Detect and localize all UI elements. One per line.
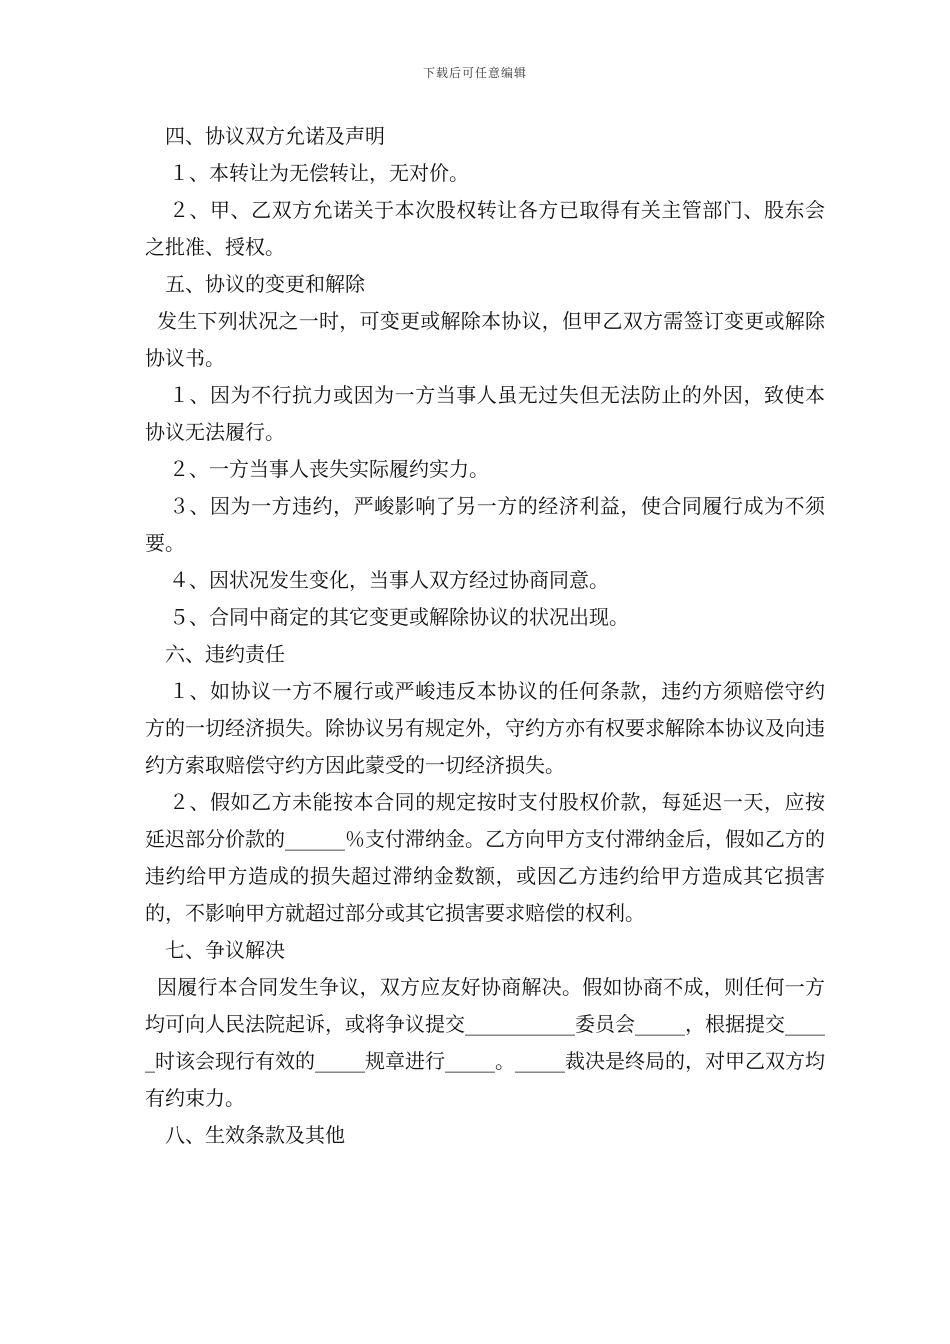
section-heading: 八、生效条款及其他 [165, 1123, 345, 1147]
section-heading: 七、争议解决 [165, 938, 285, 962]
clause-paragraph: ３、因为一方违约，严峻影响了另一方的经济利益，使合同履行成为不须要。 [145, 494, 825, 555]
section-heading: 四、协议双方允诺及声明 [165, 124, 385, 148]
clause-paragraph: ２、假如乙方未能按本合同的规定按时支付股权价款，每延迟一天，应按延迟部分价款的______％支付滞纳金。乙方向甲方支付滞纳金后，假如乙方的违约给甲方造成的损失超过滞纳金数额，或因乙方违约给甲方造成其它损害的，不影响甲方就超过部分或其它损害要求赔偿的权利。 [145, 790, 825, 925]
clause-paragraph: ４、因状况发生变化，当事人双方经过协商同意。 [169, 568, 609, 592]
clause-paragraph: １、因为不行抗力或因为一方当事人虽无过失但无法防止的外因，致使本协议无法履行。 [145, 383, 825, 444]
clause-paragraph: ５、合同中商定的其它变更或解除协议的状况出现。 [169, 605, 629, 629]
page-header: 下载后可任意编辑 [422, 66, 527, 80]
clause-paragraph: １、如协议一方不履行或严峻违反本协议的任何条款，违约方须赔偿守约方的一切经济损失。除协议另有规定外，守约方亦有权要求解除本协议及向违约方索取赔偿守约方因此蒙受的一切经济损失。 [145, 679, 825, 777]
body-paragraph: 发生下列状况之一时，可变更或解除本协议，但甲乙双方需签订变更或解除协议书。 [145, 309, 825, 370]
document-body [145, 118, 825, 1154]
body-paragraph: 因履行本合同发生争议，双方应友好协商解决。假如协商不成，则任何一方均可向人民法院起诉，或将争议提交___________委员会_____，根据提交_____时该会现行有效的_____规章进行_____。_____裁决是终局的，对甲乙双方均有约束力。 [145, 975, 825, 1110]
section-heading: 五、协议的变更和解除 [165, 272, 365, 296]
clause-paragraph: ２、一方当事人丧失实际履约实力。 [169, 457, 489, 481]
clause-paragraph: １、本转让为无偿转让，无对价。 [169, 161, 469, 185]
section-heading: 六、违约责任 [165, 642, 285, 666]
clause-paragraph: ２、甲、乙双方允诺关于本次股权转让各方已取得有关主管部门、股东会之批准、授权。 [145, 198, 825, 259]
